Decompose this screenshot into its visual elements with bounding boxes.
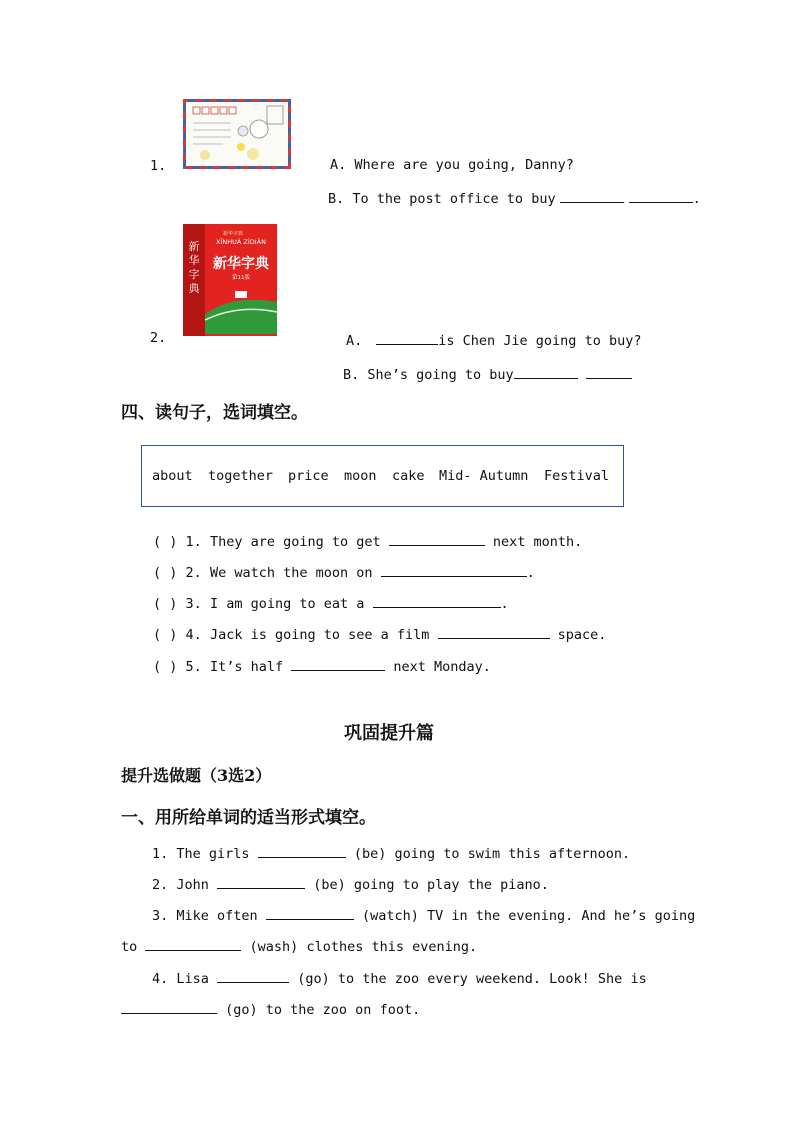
q2-blank-b1[interactable] [514, 364, 578, 379]
dictionary-spine-char-4: 典 [188, 282, 200, 295]
section1-title: 一、用所给单词的适当形式填空。 [121, 808, 376, 828]
q2-blank-a[interactable] [376, 330, 438, 345]
s4-blank-5[interactable] [291, 656, 385, 671]
word-bank-word-6: Mid- Autumn [439, 468, 529, 484]
section1-item-4-line1: 4. Lisa (go) to the zoo every weekend. Look! She is [152, 968, 647, 987]
dictionary-logo [235, 291, 247, 298]
subheading: 提升选做题（3选2） [121, 766, 272, 785]
dictionary-spine-char-2: 华 [188, 254, 200, 267]
s1-blank-4b[interactable] [121, 999, 217, 1014]
section4-item-3: ( ) 3. I am going to eat a . [153, 593, 509, 612]
answer-paren[interactable]: ( ) [153, 534, 178, 550]
postcard-image [183, 99, 291, 169]
q2-sentence-a: A. is Chen Jie going to buy? [346, 330, 641, 349]
section1-item-3-line1: 3. Mike often (watch) TV in the evening. And he’s going [152, 905, 695, 924]
answer-paren[interactable]: ( ) [153, 627, 178, 643]
section4-item-4: ( ) 4. Jack is going to see a film space. [153, 624, 606, 643]
s4-blank-2[interactable] [381, 562, 527, 577]
s1-blank-3a[interactable] [266, 905, 354, 920]
dictionary-small-label: 新华字典 [223, 231, 244, 237]
dictionary-pinyin: XĪNHUÁ ZÌDIǍN [216, 238, 266, 246]
dictionary-image [183, 222, 279, 338]
answer-paren[interactable]: ( ) [153, 596, 178, 612]
s1-blank-3b[interactable] [145, 936, 241, 951]
dictionary-spine-char-1: 新 [188, 240, 200, 253]
q1-sentence-b: B. To the post office to buy . [328, 188, 701, 207]
section1-item-4-line2: (go) to the zoo on foot. [121, 999, 420, 1018]
s4-blank-4[interactable] [438, 624, 550, 639]
dictionary-edition: 第11版 [232, 275, 250, 281]
s1-blank-2[interactable] [217, 874, 305, 889]
section4-item-1: ( ) 1. They are going to get next month. [153, 531, 582, 550]
q2-number: 2. [150, 330, 167, 346]
word-bank-box [141, 445, 624, 507]
s4-blank-3[interactable] [373, 593, 501, 608]
section4-item-2: ( ) 2. We watch the moon on . [153, 562, 535, 581]
q1-number: 1. [150, 158, 167, 174]
dictionary-title: 新华字典 [213, 256, 269, 272]
word-bank-word-5: cake [392, 468, 425, 484]
answer-paren[interactable]: ( ) [153, 659, 178, 675]
word-bank-word-3: price [288, 468, 329, 484]
word-bank-word-7: Festival [544, 468, 610, 484]
section4-title: 四、读句子，选词填空。 [121, 403, 308, 423]
q1-blank-2[interactable] [629, 188, 693, 203]
q1-blank-1[interactable] [560, 188, 624, 203]
q1-sentence-a: A. Where are you going, Danny? [330, 157, 574, 173]
s1-blank-4a[interactable] [217, 968, 289, 983]
section1-item-1: 1. The girls (be) going to swim this afternoon. [152, 843, 630, 862]
page-heading: 巩固提升篇 [344, 723, 434, 744]
section4-item-5: ( ) 5. It’s half next Monday. [153, 656, 491, 675]
s4-blank-1[interactable] [389, 531, 485, 546]
answer-paren[interactable]: ( ) [153, 565, 178, 581]
section1-item-3-line2: to (wash) clothes this evening. [121, 936, 477, 955]
section1-item-2: 2. John (be) going to play the piano. [152, 874, 549, 893]
word-bank-word-1: about [152, 468, 193, 484]
dictionary-spine-char-3: 字 [188, 268, 200, 281]
s1-blank-1[interactable] [258, 843, 346, 858]
word-bank-word-4: moon [344, 468, 377, 484]
q2-sentence-b: B. She’s going to buy [343, 364, 632, 383]
word-bank-word-2: together [208, 468, 274, 484]
q2-blank-b2[interactable] [586, 364, 632, 379]
